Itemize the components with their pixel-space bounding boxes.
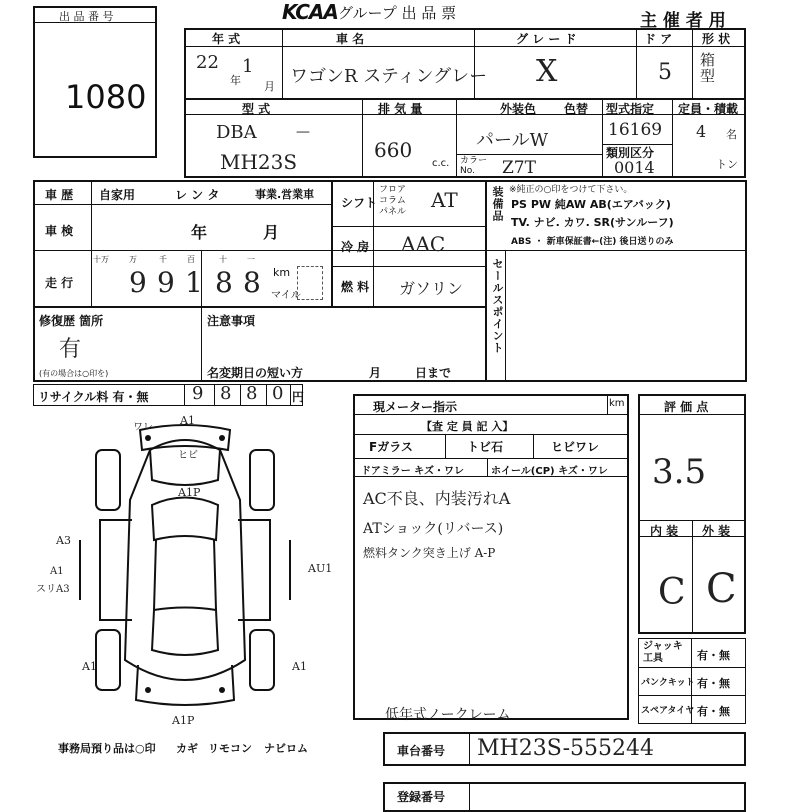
damage-mark-a1p-rear: A1P [172,714,195,727]
puncture-kit-yes-no: 有・無 [697,677,730,690]
business-option: 事業.営業車 [255,188,315,201]
score-box [638,394,746,634]
capacity-label: 定員・積載 [678,102,739,116]
damage-mark-a1-top: A1 [180,414,195,427]
grade-label: グ レ ー ド [516,32,577,46]
mile-label: マイル [271,290,301,301]
recycle-digit: 0 [272,383,284,404]
recycle-label: リサイクル料 有・無 [38,390,149,404]
inspection-box [353,394,629,723]
capacity-unit: 名 [726,128,737,141]
doors-label: ド ア [644,32,673,46]
lot-number-label: 出 品 番 号 [59,10,114,23]
inspection-year: 年 [191,223,208,242]
damage-mark-a3: A3 [56,534,71,547]
key-item: カギ [176,742,198,755]
mileage-digit: 8 [243,266,261,299]
inspection-note-2: ATショック(リバース) [363,521,504,537]
mileage-label: 走 行 [45,276,74,290]
displacement-label: 排 気 量 [378,102,423,116]
rental-option: レ ン タ [175,188,220,202]
assessor-entry-label: 【査 定 員 記 入】 [421,420,514,433]
equipment-note: ※純正の○印をつけて下さい。 [509,185,633,195]
score-label: 評 価 点 [664,400,709,414]
inspection-note-3: 燃料タンク突き上げ A-P [363,546,496,560]
inspection-note-4: 低年式ノークレーム [385,707,511,723]
registration-box [383,782,746,812]
lot-number-value: 1080 [65,78,147,116]
ac-label: 冷 房 [341,240,370,254]
name-label: 車 名 [336,32,365,46]
meter-km-unit: km [609,398,625,409]
recycle-fee-row [33,384,303,406]
office-items-label: 事務局預り品は○印 [58,742,156,755]
shift-label: シフト [341,196,378,210]
spare-tire-label: スペアタイヤ [641,706,695,716]
color-label: 外装色 [500,102,537,116]
color-value: パールW [476,130,549,151]
name-value: ワゴンR スティングレー [290,66,488,87]
history-equipment-grid [33,180,747,382]
mileage-digit: 8 [215,266,233,299]
inspection-label: 車 検 [45,224,74,238]
exterior-score: C [706,566,737,612]
km-label: km [273,266,291,279]
jack-label: ジャッキ 工具 [643,641,683,664]
damage-mark-a1p-roof: A1P [178,486,201,499]
name-change-label: 名変期日の短い方 [207,366,304,380]
notes-label: 注意事項 [207,314,256,328]
sales-point-label: セールスポイント [491,258,504,354]
windshield-label: Fガラス [369,440,413,454]
name-change-month: 月 [369,366,382,380]
model-value: MH23S [220,150,298,174]
mileage-digit-header: 百 [187,255,195,264]
name-change-day: 日まで [415,366,452,380]
recycle-digit: 9 [192,383,204,404]
damage-mark-scratch-a3: スリA3 [36,584,70,595]
damage-mark-a1-left: A1 [50,566,64,577]
interior-score: C [658,572,686,613]
exterior-label: 外 装 [702,524,731,538]
mileage-digit: 9 [129,266,147,299]
shift-option-floor: フロア [379,185,407,195]
navi-item: ナビロム [264,742,308,755]
crack-label: ヒビワレ [551,440,600,454]
month-value: 1 [242,56,254,77]
equipment-label: 装備品 [491,186,504,222]
inspection-month: 月 [263,223,280,242]
mileage-digit-header: 千 [159,255,167,264]
equipment-row-2: TV. ナビ. カワ. SR(サンルーフ) [511,216,674,229]
month-unit: 月 [264,80,275,93]
body-label: 形 状 [702,32,731,46]
grade-value: X [536,54,558,89]
vehicle-info-grid [184,28,746,178]
damage-mark-a1-rear-right: A1 [292,660,307,673]
model-dash: — [296,124,310,140]
tools-box [638,638,746,724]
interior-label: 内 装 [650,524,679,538]
use-history-label: 車 歴 [45,188,74,202]
mileage-digit-header: 十万 [93,255,109,264]
load-unit: トン [716,158,738,171]
capacity-value: 4 [696,122,707,141]
spare-tire-yes-no: 有・無 [697,705,730,718]
puncture-kit-label: パンクキット [641,678,695,688]
shift-option-panel: パネル [379,207,407,217]
class-label: 類別区分 [606,146,655,160]
registration-label: 登録番号 [397,790,446,804]
jack-yes-no: 有・無 [697,649,730,662]
color-change-label: 色替 [564,102,589,116]
model-label: 型 式 [242,102,271,116]
repair-history-hint: (有の場合は○印を) [39,369,109,378]
score-value: 3.5 [652,452,707,492]
chassis-number-box [383,732,746,766]
shift-value: AT [431,188,458,212]
model-prefix: DBA [216,122,257,143]
chassis-value: MH23S-555244 [477,736,654,761]
mileage-digit-header: 万 [129,255,137,264]
fuel-label: 燃 料 [341,280,370,294]
sheet-title: グループ 出 品 票 [338,4,457,22]
mirror-label: ドアミラー キズ・ワレ [361,466,464,477]
recycle-digit: 8 [246,383,258,404]
mileage-digit: 9 [157,266,175,299]
lot-number-box [33,6,157,158]
chassis-label: 車台番号 [397,744,446,758]
mileage-digit-header: 十 [219,255,227,264]
class-value: 0014 [614,158,655,177]
displacement-unit: c.c. [432,158,450,169]
recycle-unit: 円 [292,390,305,404]
mileage-digit-header: 一 [247,255,255,264]
damage-mark-crack: ワレ [133,422,153,433]
body-value: 箱型 [700,51,716,85]
color-no-label: カラー No. [460,156,488,176]
damage-mark-a1-rear-left: A1 [82,660,97,673]
type-spec-label: 型式指定 [606,102,655,116]
type-spec-value: 16169 [608,120,663,140]
ac-value: AAC [401,232,446,256]
recycle-digit: 8 [220,383,232,404]
color-no-value: Z7T [502,158,536,178]
remote-item: リモコン [208,742,252,755]
host-use-label: 主 催 者 用 [640,11,726,31]
mileage-digit: 1 [185,266,203,299]
inspection-note-1: AC不良、内装汚れA [363,489,511,508]
shift-option-column: コラム [379,196,406,206]
year-label: 年 式 [212,32,241,46]
year-unit: 年 [230,74,241,87]
meter-label: 現メーター指示 [373,400,458,414]
stone-chip-label: トビ石 [467,440,504,454]
damage-mark-chip: ヒビ [178,450,198,461]
kcaa-logo: KCAA [282,0,338,24]
wheel-label: ホイール(CP) キズ・ワレ [491,466,608,477]
fuel-value: ガソリン [399,279,464,298]
own-use-option: 自家用 [99,188,136,202]
damage-mark-au1: AU1 [308,562,333,575]
repair-history-label: 修復歴 箇所 [39,314,104,328]
displacement-value: 660 [374,138,413,162]
year-value: 22 [196,52,219,73]
doors-value: 5 [658,60,672,85]
repair-history-value: 有 [59,337,82,362]
equipment-row-3: ABS ・ 新車保証書←(注) 後日送りのみ [511,237,674,247]
equipment-row-1: PS PW 純AW AB(エアバック) [511,198,671,211]
